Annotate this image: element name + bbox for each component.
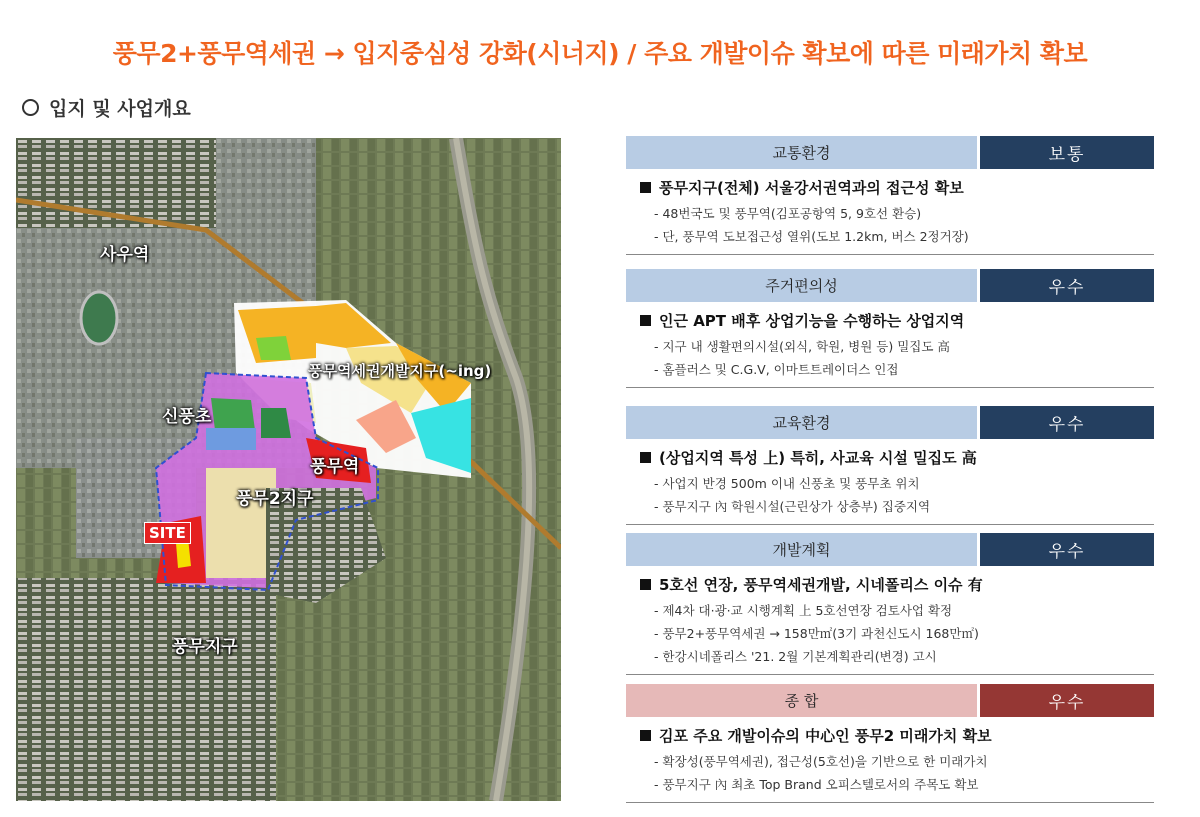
panel-category: 종 합 xyxy=(626,684,977,717)
panel-header xyxy=(626,406,1154,439)
panel-body xyxy=(626,169,1154,255)
list-item: - 사업지 반경 500m 이내 신풍초 및 풍무초 위치 xyxy=(640,472,1154,495)
panel-grade: 우수 xyxy=(980,533,1154,566)
panel-headline: (상업지역 특성 上) 특히, 사교육 시설 밀집도 高 xyxy=(659,449,977,467)
map-label-site: SITE xyxy=(144,522,191,544)
section-subtitle xyxy=(22,94,191,121)
panel-header xyxy=(626,269,1154,302)
panel-header xyxy=(626,136,1154,169)
list-item: - 풍무지구 內 학원시설(근린상가 상층부) 집중지역 xyxy=(640,495,1154,518)
map-label-pungmu-district: 풍무지구 xyxy=(172,637,238,657)
map-label-sinpungcho: 신풍초 xyxy=(162,407,212,427)
panel-grade: 보통 xyxy=(980,136,1154,169)
panel-headline: 김포 주요 개발이슈의 中心인 풍무2 미래가치 확보 xyxy=(659,727,992,745)
panel-headline: 5호선 연장, 풍무역세권개발, 시네폴리스 이슈 有 xyxy=(659,576,983,594)
list-item: - 풍무2+풍무역세권 → 158만㎡(3기 과천신도시 168만㎡) xyxy=(640,622,1154,645)
panel-body xyxy=(626,566,1154,675)
list-item: - 풍무지구 內 최초 Top Brand 오피스텔로서의 주목도 확보 xyxy=(640,773,1154,796)
panel-body xyxy=(626,717,1154,803)
panel-category: 주거편의성 xyxy=(626,269,977,302)
panel-header xyxy=(626,684,1154,717)
panel-transport xyxy=(626,136,1154,255)
list-item: - 단, 풍무역 도보접근성 열위(도보 1.2km, 버스 2정거장) xyxy=(640,225,1154,248)
panel-category: 교통환경 xyxy=(626,136,977,169)
panel-grade: 우수 xyxy=(980,406,1154,439)
panel-development xyxy=(626,533,1154,675)
square-bullet-icon xyxy=(640,182,651,193)
location-map xyxy=(16,138,561,801)
panel-header xyxy=(626,533,1154,566)
panel-category: 교육환경 xyxy=(626,406,977,439)
map-label-sauyeok: 사우역 xyxy=(100,245,150,265)
square-bullet-icon xyxy=(640,452,651,463)
list-item: - 한강시네폴리스 '21. 2월 기본계획관리(변경) 고시 xyxy=(640,645,1154,668)
map-label-pungmu2: 풍무2지구 xyxy=(236,489,314,509)
panel-headline: 인근 APT 배후 상업기능을 수행하는 상업지역 xyxy=(659,312,965,330)
square-bullet-icon xyxy=(640,315,651,326)
map-label-pungmuyeok: 풍무역 xyxy=(310,457,360,477)
panel-education xyxy=(626,406,1154,525)
list-item: - 제4차 대·광·교 시행계획 上 5호선연장 검토사업 확정 xyxy=(640,599,1154,622)
map-label-pungmu-station-district: 풍무역세권개발지구(~ing) xyxy=(308,362,492,380)
list-item: - 지구 내 생활편의시설(외식, 학원, 병원 등) 밀집도 高 xyxy=(640,335,1154,358)
aerial-map-graphic xyxy=(16,138,561,801)
square-bullet-icon xyxy=(640,579,651,590)
panel-grade: 우수 xyxy=(980,684,1154,717)
list-item: - 홈플러스 및 C.G.V, 이마트트레이더스 인접 xyxy=(640,358,1154,381)
page-title: 풍무2+풍무역세권 → 입지중심성 강화(시너지) / 주요 개발이슈 확보에 따른 미래가치 확보 xyxy=(112,39,1088,68)
panel-summary xyxy=(626,684,1154,803)
list-item: - 확장성(풍무역세권), 접근성(5호선)을 기반으로 한 미래가치 xyxy=(640,750,1154,773)
circle-bullet-icon xyxy=(22,99,39,116)
panel-body xyxy=(626,302,1154,388)
panel-body xyxy=(626,439,1154,525)
panel-convenience xyxy=(626,269,1154,388)
panel-category: 개발계획 xyxy=(626,533,977,566)
square-bullet-icon xyxy=(640,730,651,741)
section-subtitle-text: 입지 및 사업개요 xyxy=(49,98,191,120)
panel-grade: 우수 xyxy=(980,269,1154,302)
panel-headline: 풍무지구(전체) 서울강서권역과의 접근성 확보 xyxy=(659,179,964,197)
list-item: - 48번국도 및 풍무역(김포공항역 5, 9호선 환승) xyxy=(640,202,1154,225)
